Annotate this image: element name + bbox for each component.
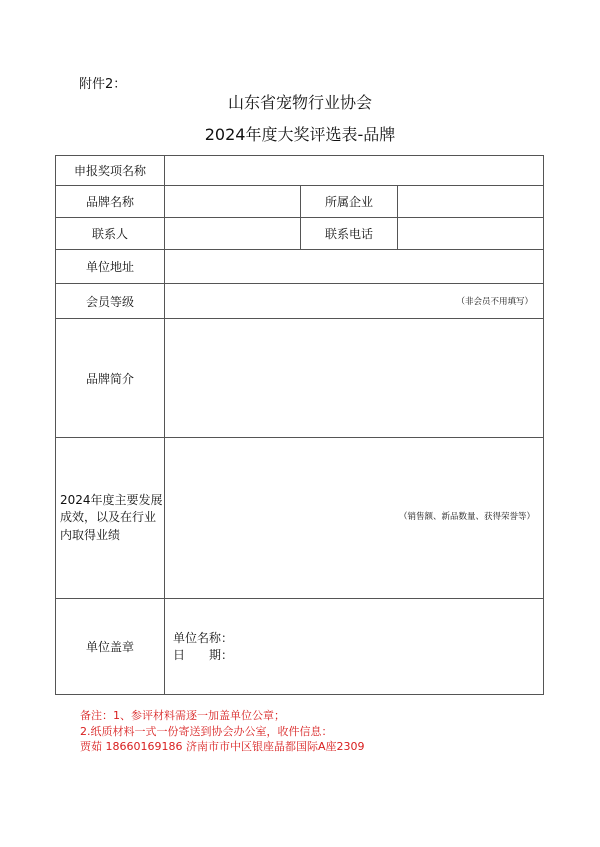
form-row-contact — [56, 218, 544, 250]
company-label: 所属企业 — [301, 186, 398, 218]
form-row-address — [56, 250, 544, 284]
form-title: 2024年度大奖评选表-品牌 — [204, 125, 396, 144]
phone-label: 联系电话 — [301, 218, 398, 250]
achievements-label-line: 内取得业绩 — [60, 527, 121, 542]
brand-name-label: 品牌名称 — [56, 186, 165, 218]
seal-field[interactable] — [165, 599, 544, 695]
achievements-note: （销售额、新品数量、获得荣誉等） — [399, 511, 536, 522]
contact-field[interactable] — [165, 218, 301, 250]
seal-label: 单位盖章 — [56, 599, 165, 695]
remark-line: 2.纸质材料一式一份寄送到协会办公室，收件信息： — [80, 724, 333, 738]
award-item-field[interactable] — [165, 156, 544, 186]
company-field[interactable] — [398, 186, 544, 218]
brand-intro-field[interactable] — [165, 319, 544, 438]
form-row-member — [56, 284, 544, 319]
achievements-field[interactable] — [165, 438, 544, 599]
phone-field[interactable] — [398, 218, 544, 250]
remark-line: 贾茹 18660169186 济南市市中区银座晶都国际A座2309 — [80, 740, 365, 754]
achievements-label-line: 成效，以及在行业 — [60, 510, 157, 525]
contact-label: 联系人 — [56, 218, 165, 250]
member-level-field[interactable] — [165, 284, 544, 319]
organization-title: 山东省宠物行业协会 — [227, 93, 372, 112]
unit-name-label: 单位名称： — [173, 630, 234, 645]
address-field[interactable] — [165, 250, 544, 284]
member-level-label: 会员等级 — [56, 284, 165, 319]
form-row-intro — [56, 319, 544, 438]
remark-line: 备注：1、参评材料需逐一加盖单位公章； — [80, 709, 285, 722]
brand-intro-label: 品牌简介 — [56, 319, 165, 438]
achievements-label — [56, 438, 165, 599]
address-label: 单位地址 — [56, 250, 165, 284]
brand-name-field[interactable] — [165, 186, 301, 218]
form-row-achievements — [56, 438, 544, 599]
remarks — [80, 708, 365, 755]
attachment-label: 附件2： — [79, 77, 127, 92]
form-row-seal — [56, 599, 544, 695]
date-label: 日 期： — [173, 647, 234, 662]
application-form — [55, 155, 544, 695]
member-level-note: （非会员不用填写） — [456, 297, 534, 307]
achievements-label-line: 2024年度主要发展 — [60, 492, 163, 507]
form-row-award — [56, 156, 544, 186]
award-item-label: 申报奖项名称 — [56, 156, 165, 186]
form-row-brand — [56, 186, 544, 218]
